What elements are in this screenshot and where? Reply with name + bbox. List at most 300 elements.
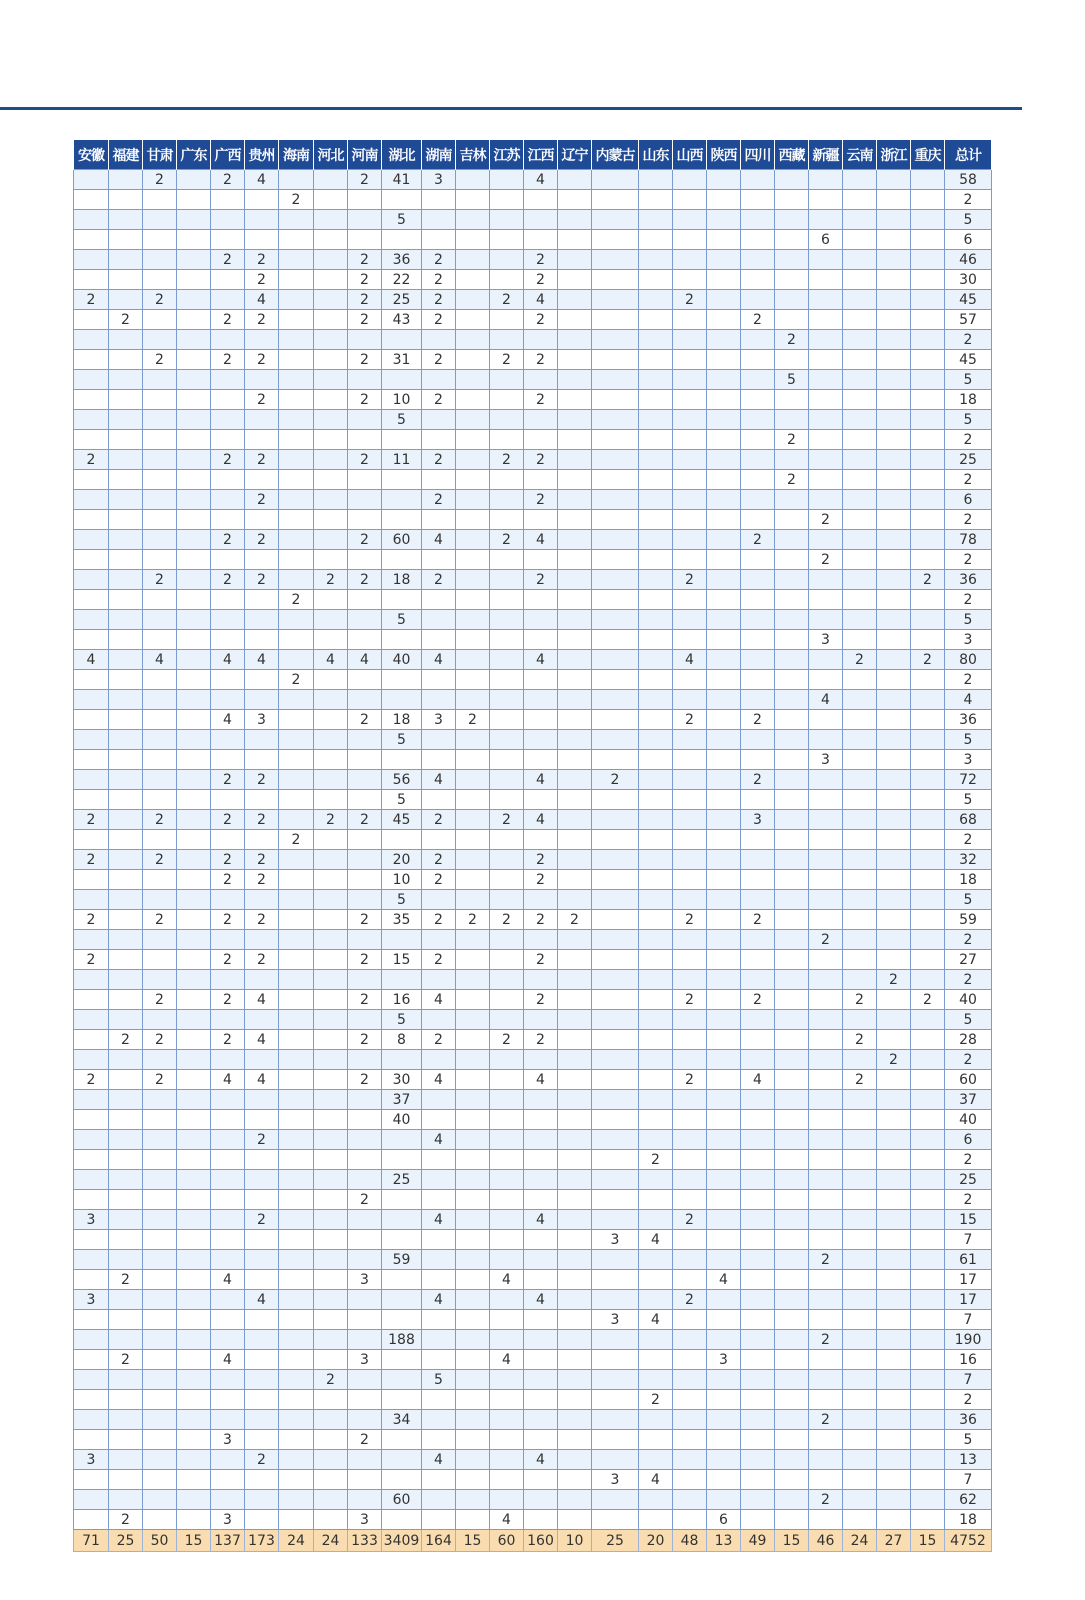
table-cell (245, 1050, 279, 1070)
table-cell (741, 1390, 775, 1410)
table-cell: 2 (524, 990, 558, 1010)
table-cell (109, 1290, 143, 1310)
table-cell (592, 230, 639, 250)
table-cell (524, 970, 558, 990)
table-cell (211, 670, 245, 690)
table-cell (592, 1390, 639, 1410)
table-cell (558, 250, 592, 270)
table-cell (177, 350, 211, 370)
table-cell (911, 1370, 945, 1390)
table-cell (639, 790, 673, 810)
table-cell: 2 (673, 290, 707, 310)
table-cell (592, 930, 639, 950)
table-cell (177, 670, 211, 690)
table-cell (877, 490, 911, 510)
table-cell: 2 (245, 1210, 279, 1230)
table-cell: 3 (211, 1430, 245, 1450)
table-cell: 4 (809, 690, 843, 710)
table-cell (109, 1190, 143, 1210)
table-cell (211, 470, 245, 490)
table-cell: 2 (245, 870, 279, 890)
table-cell (775, 1330, 809, 1350)
table-cell: 2 (422, 450, 456, 470)
table-row (74, 770, 992, 790)
row-total-cell: 16 (945, 1350, 992, 1370)
table-cell (490, 410, 524, 430)
table-cell (524, 1390, 558, 1410)
table-cell (279, 870, 314, 890)
table-cell (314, 270, 348, 290)
table-cell: 34 (382, 1410, 422, 1430)
table-cell (843, 890, 877, 910)
table-cell (524, 730, 558, 750)
table-cell (456, 810, 490, 830)
table-cell (348, 1010, 382, 1030)
table-cell (211, 930, 245, 950)
table-cell (456, 970, 490, 990)
table-cell (422, 1430, 456, 1450)
table-cell (143, 1270, 177, 1290)
table-cell (639, 1430, 673, 1450)
table-cell (775, 510, 809, 530)
table-cell (456, 1250, 490, 1270)
table-cell (707, 410, 741, 430)
table-cell (422, 1250, 456, 1270)
table-cell (558, 410, 592, 430)
table-cell (314, 490, 348, 510)
table-cell (422, 1190, 456, 1210)
table-cell: 25 (382, 290, 422, 310)
table-cell (245, 470, 279, 490)
table-cell (592, 810, 639, 830)
table-cell (592, 670, 639, 690)
table-cell (314, 1130, 348, 1150)
table-cell (109, 1250, 143, 1270)
table-cell: 2 (490, 810, 524, 830)
table-cell (456, 270, 490, 290)
table-cell (673, 1330, 707, 1350)
table-cell (314, 910, 348, 930)
table-cell (809, 490, 843, 510)
column-total-cell: 15 (177, 1530, 211, 1552)
table-cell (877, 830, 911, 850)
table-cell (109, 290, 143, 310)
table-cell (558, 630, 592, 650)
table-cell (877, 610, 911, 630)
table-cell (809, 290, 843, 310)
table-cell (639, 290, 673, 310)
table-cell (422, 1270, 456, 1290)
column-total-cell: 24 (843, 1530, 877, 1552)
table-cell: 4 (524, 1290, 558, 1310)
table-cell (775, 670, 809, 690)
table-cell: 2 (524, 390, 558, 410)
table-cell (382, 1510, 422, 1530)
table-cell (639, 590, 673, 610)
table-cell (422, 830, 456, 850)
table-cell (490, 1110, 524, 1130)
table-cell (143, 1490, 177, 1510)
table-cell (809, 1230, 843, 1250)
table-cell (109, 170, 143, 190)
table-cell (348, 1470, 382, 1490)
table-cell (382, 1370, 422, 1390)
table-cell (490, 650, 524, 670)
table-cell (775, 1290, 809, 1310)
table-cell (809, 410, 843, 430)
table-cell (639, 1070, 673, 1090)
table-cell (741, 1510, 775, 1530)
table-cell (245, 1150, 279, 1170)
table-cell (279, 1290, 314, 1310)
table-cell (707, 1410, 741, 1430)
table-cell: 45 (382, 810, 422, 830)
table-cell (143, 830, 177, 850)
table-row (74, 1110, 992, 1130)
table-cell (143, 330, 177, 350)
table-cell (211, 1130, 245, 1150)
table-cell (843, 290, 877, 310)
table-cell (314, 1170, 348, 1190)
table-cell: 2 (211, 530, 245, 550)
table-cell: 2 (211, 350, 245, 370)
table-cell (673, 1310, 707, 1330)
table-cell (245, 1310, 279, 1330)
table-row (74, 370, 992, 390)
table-cell: 2 (245, 810, 279, 830)
table-cell (592, 210, 639, 230)
table-cell (707, 910, 741, 930)
table-cell (74, 170, 109, 190)
table-cell (177, 210, 211, 230)
table-cell (177, 1170, 211, 1190)
table-cell: 2 (348, 310, 382, 330)
table-cell (741, 1350, 775, 1370)
table-cell (279, 530, 314, 550)
table-cell (673, 370, 707, 390)
table-cell (741, 430, 775, 450)
table-cell (490, 490, 524, 510)
table-cell (707, 750, 741, 770)
table-cell (558, 1210, 592, 1230)
table-cell (843, 1130, 877, 1150)
table-cell (456, 730, 490, 750)
table-cell (558, 510, 592, 530)
table-cell: 2 (211, 850, 245, 870)
table-cell (741, 870, 775, 890)
table-cell (490, 1290, 524, 1310)
table-cell (707, 830, 741, 850)
table-cell (279, 810, 314, 830)
table-cell (558, 670, 592, 690)
table-cell (74, 1190, 109, 1210)
table-cell (911, 1190, 945, 1210)
row-total-cell: 5 (945, 890, 992, 910)
table-cell: 4 (245, 290, 279, 310)
table-cell (843, 870, 877, 890)
column-total-cell: 60 (490, 1530, 524, 1552)
table-cell (809, 1110, 843, 1130)
table-row (74, 1030, 992, 1050)
table-cell (382, 930, 422, 950)
table-cell (177, 410, 211, 430)
table-cell (279, 1150, 314, 1170)
table-row (74, 1290, 992, 1310)
table-cell (524, 1510, 558, 1530)
table-cell (177, 330, 211, 350)
table-cell (877, 950, 911, 970)
table-cell (490, 1010, 524, 1030)
table-cell (456, 990, 490, 1010)
table-cell (639, 870, 673, 890)
column-total-cell: 15 (911, 1530, 945, 1552)
table-cell (639, 610, 673, 630)
column-header: 重庆 (911, 140, 945, 170)
table-cell (558, 350, 592, 370)
table-cell (843, 1410, 877, 1430)
table-cell (843, 1510, 877, 1530)
table-cell (639, 170, 673, 190)
table-cell (245, 930, 279, 950)
table-cell (314, 1270, 348, 1290)
table-cell (279, 510, 314, 530)
table-cell (809, 190, 843, 210)
table-cell (707, 970, 741, 990)
table-cell (877, 910, 911, 930)
table-cell (673, 230, 707, 250)
row-total-cell: 62 (945, 1490, 992, 1510)
table-cell (592, 310, 639, 330)
table-cell (456, 1430, 490, 1450)
table-cell: 4 (422, 650, 456, 670)
table-cell (490, 1390, 524, 1410)
table-cell (707, 350, 741, 370)
table-cell: 5 (382, 410, 422, 430)
table-cell (143, 630, 177, 650)
table-cell (592, 1190, 639, 1210)
table-row (74, 590, 992, 610)
table-cell (775, 550, 809, 570)
table-cell (558, 1030, 592, 1050)
table-cell (456, 830, 490, 850)
table-cell: 2 (348, 390, 382, 410)
table-cell (177, 1250, 211, 1270)
table-cell (877, 1470, 911, 1490)
column-header: 福建 (109, 140, 143, 170)
table-cell: 2 (245, 530, 279, 550)
table-cell (877, 250, 911, 270)
table-cell (245, 590, 279, 610)
column-header: 云南 (843, 140, 877, 170)
table-cell (74, 190, 109, 210)
table-cell (74, 470, 109, 490)
table-cell (877, 1290, 911, 1310)
table-cell: 2 (109, 1030, 143, 1050)
table-row (74, 470, 992, 490)
table-cell (911, 750, 945, 770)
table-cell (877, 850, 911, 870)
table-cell: 4 (524, 530, 558, 550)
table-cell: 5 (775, 370, 809, 390)
table-cell (382, 690, 422, 710)
table-cell (143, 590, 177, 610)
row-total-cell: 60 (945, 1070, 992, 1090)
row-total-cell: 2 (945, 1050, 992, 1070)
row-total-cell: 2 (945, 1390, 992, 1410)
table-cell (74, 1490, 109, 1510)
table-cell (809, 1290, 843, 1310)
table-cell (490, 1090, 524, 1110)
table-cell (809, 1150, 843, 1170)
table-cell (592, 1150, 639, 1170)
table-cell: 2 (741, 770, 775, 790)
table-cell (211, 230, 245, 250)
table-cell (109, 1310, 143, 1330)
table-cell (314, 1070, 348, 1090)
table-cell (877, 290, 911, 310)
table-cell: 2 (877, 1050, 911, 1070)
table-cell (592, 1170, 639, 1190)
table-cell (558, 1370, 592, 1390)
column-total-cell: 13 (707, 1530, 741, 1552)
table-cell (809, 1430, 843, 1450)
table-row (74, 330, 992, 350)
table-cell (524, 430, 558, 450)
table-cell (279, 970, 314, 990)
table-cell (279, 710, 314, 730)
table-row (74, 790, 992, 810)
table-cell (348, 1310, 382, 1330)
table-cell: 2 (143, 910, 177, 930)
table-cell (74, 990, 109, 1010)
table-cell (741, 850, 775, 870)
table-cell (382, 1450, 422, 1470)
table-cell (74, 430, 109, 450)
table-cell (348, 1230, 382, 1250)
table-cell (74, 570, 109, 590)
table-cell (211, 1390, 245, 1410)
table-cell (456, 470, 490, 490)
table-cell (673, 1110, 707, 1130)
table-cell (741, 950, 775, 970)
table-cell (775, 390, 809, 410)
table-cell (211, 210, 245, 230)
table-row (74, 530, 992, 550)
table-cell (592, 330, 639, 350)
table-cell (211, 1110, 245, 1130)
table-cell (673, 1170, 707, 1190)
table-cell (279, 250, 314, 270)
table-cell (558, 310, 592, 330)
table-cell (279, 1250, 314, 1270)
table-row (74, 1310, 992, 1330)
table-cell (843, 510, 877, 530)
table-cell (809, 1070, 843, 1090)
table-cell (592, 830, 639, 850)
table-cell (245, 1510, 279, 1530)
table-cell: 2 (809, 550, 843, 570)
table-cell (707, 690, 741, 710)
totals-row (74, 1530, 992, 1552)
table-cell (558, 1190, 592, 1210)
row-total-cell: 45 (945, 290, 992, 310)
table-cell (524, 790, 558, 810)
table-cell (177, 470, 211, 490)
table-cell (456, 350, 490, 370)
table-cell (456, 1310, 490, 1330)
table-cell (422, 370, 456, 390)
table-cell (707, 790, 741, 810)
table-cell: 2 (245, 450, 279, 470)
table-cell (279, 930, 314, 950)
table-cell: 2 (143, 990, 177, 1010)
table-cell: 2 (422, 810, 456, 830)
table-cell (592, 1350, 639, 1370)
table-cell (74, 270, 109, 290)
table-cell: 2 (74, 950, 109, 970)
table-row (74, 950, 992, 970)
table-cell (245, 1190, 279, 1210)
table-cell (279, 1010, 314, 1030)
table-cell (143, 1190, 177, 1210)
table-cell (456, 650, 490, 670)
table-cell (456, 1410, 490, 1430)
table-cell: 3 (592, 1470, 639, 1490)
table-cell (809, 530, 843, 550)
table-cell (592, 490, 639, 510)
row-total-cell: 45 (945, 350, 992, 370)
table-cell (74, 1150, 109, 1170)
table-cell (279, 330, 314, 350)
table-cell (707, 250, 741, 270)
table-cell (911, 1090, 945, 1110)
table-cell (314, 510, 348, 530)
table-cell: 2 (422, 290, 456, 310)
table-cell (558, 190, 592, 210)
table-cell (911, 530, 945, 550)
table-cell (314, 430, 348, 450)
table-cell (177, 1050, 211, 1070)
table-cell (245, 830, 279, 850)
table-cell (843, 310, 877, 330)
table-cell (143, 1150, 177, 1170)
table-cell (109, 930, 143, 950)
table-cell: 4 (422, 1210, 456, 1230)
table-cell (279, 630, 314, 650)
table-cell (109, 1450, 143, 1470)
table-cell (809, 390, 843, 410)
table-cell (843, 370, 877, 390)
table-cell (456, 1470, 490, 1490)
table-cell (422, 1150, 456, 1170)
table-cell (143, 430, 177, 450)
table-row (74, 1150, 992, 1170)
table-cell: 2 (348, 570, 382, 590)
table-cell (314, 850, 348, 870)
table-cell: 2 (558, 910, 592, 930)
table-cell: 4 (314, 650, 348, 670)
table-cell (809, 430, 843, 450)
table-cell (707, 1490, 741, 1510)
table-cell (809, 1210, 843, 1230)
table-row (74, 870, 992, 890)
table-cell (109, 770, 143, 790)
table-cell (382, 1470, 422, 1490)
table-cell (74, 1010, 109, 1030)
table-cell (558, 470, 592, 490)
table-cell (490, 170, 524, 190)
table-cell (456, 1350, 490, 1370)
